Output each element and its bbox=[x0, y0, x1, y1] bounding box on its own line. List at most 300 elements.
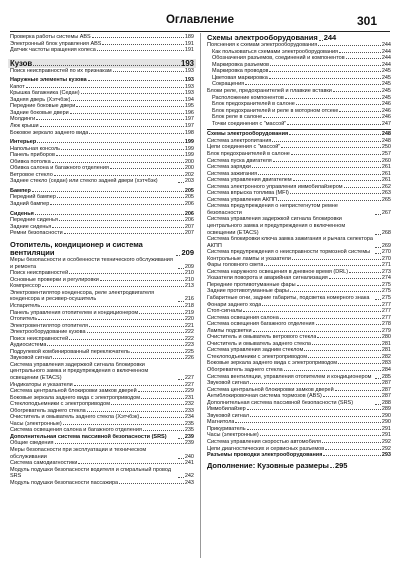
dot-leader bbox=[335, 390, 381, 391]
toc-entry-page: 210 bbox=[184, 276, 194, 283]
toc-entry-title: Отопитель, кондиционер и система вентиляции bbox=[10, 240, 143, 257]
toc-entry[interactable] bbox=[10, 241, 194, 257]
toc-entry[interactable] bbox=[10, 467, 194, 480]
toc-entry-title: Схемы электрооборудования bbox=[207, 131, 289, 138]
toc-entry-page: 240 bbox=[184, 453, 194, 460]
page-number: 301 bbox=[356, 14, 377, 28]
dot-leader bbox=[54, 175, 184, 176]
toc-entry-page: 202 bbox=[184, 171, 194, 178]
toc-entry-title: Компрессор bbox=[10, 283, 41, 290]
toc-entry-title: Аудиосистема bbox=[10, 342, 47, 349]
dot-leader bbox=[339, 52, 381, 53]
toc-entry-title: Схемы электрооборудования bbox=[207, 34, 318, 42]
dot-leader bbox=[247, 409, 381, 410]
dot-leader bbox=[32, 191, 184, 192]
toc-entry-title: Стеклоподъемники с электроприводом bbox=[207, 353, 307, 360]
toc-entry-title: Подрулевой комбинированный переключатель bbox=[10, 348, 130, 355]
toc-entry-title: Система пуска двигателя bbox=[207, 157, 272, 164]
toc-entry-title: Основные проверки и регулировки bbox=[10, 276, 99, 283]
toc-entry-title: Напольная консоль bbox=[10, 145, 61, 152]
dot-leader bbox=[97, 50, 184, 51]
toc-entry-page: 222 bbox=[184, 329, 194, 336]
toc-entry-title: Блоки реле, предохранителей и плавкие вставки bbox=[207, 88, 332, 95]
dot-leader bbox=[56, 155, 184, 156]
dot-leader bbox=[323, 396, 381, 397]
toc-entry-page: 290 bbox=[381, 412, 391, 419]
toc-entry-page: 269 bbox=[381, 242, 391, 249]
toc-entry-title: Индикаторы и указатели bbox=[10, 381, 73, 388]
dot-leader bbox=[178, 301, 184, 302]
toc-entry-page: 216 bbox=[184, 296, 194, 303]
toc-entry-page: 199 bbox=[184, 152, 194, 159]
toc-entry-title: Система самодиагностики bbox=[10, 460, 78, 467]
toc-entry-page: 281 bbox=[381, 347, 391, 354]
toc-entry-page: 288 bbox=[381, 399, 391, 406]
toc-entry-page: 270 bbox=[381, 249, 391, 256]
dot-leader bbox=[375, 404, 381, 405]
dot-leader bbox=[304, 350, 381, 351]
toc-entry-page: 193 bbox=[184, 90, 194, 97]
toc-entry-page: 218 bbox=[184, 303, 194, 309]
toc-entry-title: Система управления скоростью автомобиля bbox=[207, 439, 322, 446]
dot-leader bbox=[36, 119, 184, 120]
toc-entry-title: Очиститель и омыватель заднего стекла bbox=[207, 340, 311, 347]
toc-entry-title: Обогреватель заднего стекла bbox=[207, 367, 283, 373]
toc-entry-page: 207 bbox=[184, 223, 194, 230]
toc-entry-title: Поиск неисправностей bbox=[10, 335, 69, 342]
dot-leader bbox=[100, 280, 184, 281]
section-rule bbox=[207, 129, 391, 130]
toc-entry[interactable] bbox=[10, 362, 194, 382]
dot-leader bbox=[59, 220, 184, 221]
toc-entry-title: Система электропитания bbox=[207, 137, 272, 144]
toc-entry-page: 261 bbox=[381, 177, 391, 184]
toc-entry[interactable] bbox=[8, 59, 196, 68]
toc-entry-page: 270 bbox=[381, 255, 391, 262]
toc-entry-title: Поиск неисправностей bbox=[10, 270, 69, 277]
dot-leader bbox=[41, 306, 184, 307]
toc-entry-title: Фонари заднего хода bbox=[207, 301, 262, 308]
toc-entry-page: 244 bbox=[381, 48, 391, 55]
toc-entry-title: Общие сведения bbox=[10, 440, 54, 447]
dot-leader bbox=[81, 93, 184, 94]
dot-leader bbox=[63, 424, 184, 425]
toc-entry-title: Цепи диагностических и сервисных разъемов bbox=[207, 445, 325, 452]
toc-entry-title: Сиденья bbox=[10, 210, 34, 217]
toc-entry-page: 213 bbox=[184, 283, 194, 290]
dot-leader bbox=[330, 467, 334, 468]
toc-entry-page: 191 bbox=[184, 40, 194, 47]
dot-leader bbox=[178, 458, 184, 459]
dot-leader bbox=[178, 477, 184, 478]
toc-entry-title: Датчик частоты вращения колеса bbox=[10, 47, 96, 54]
dot-leader bbox=[292, 259, 381, 260]
toc-entry-title: Обогреватель заднего стекла bbox=[10, 407, 86, 414]
dot-leader bbox=[89, 133, 183, 134]
toc-entry-title: Указатели поворота и аварийная сигнализация bbox=[207, 275, 328, 282]
toc-entry-page: 193 bbox=[184, 83, 194, 90]
dot-leader bbox=[312, 344, 381, 345]
toc-entry-page: 205 bbox=[184, 187, 194, 194]
toc-entry-page: 265 bbox=[381, 196, 391, 203]
toc-entry-title: Магнитола bbox=[207, 419, 235, 426]
toc-entry-title: Меры безопасности при эксплуатации и техническом обслуживании bbox=[10, 447, 147, 460]
dot-leader bbox=[119, 483, 184, 484]
toc-entry-title: Система управления АКПП bbox=[207, 196, 277, 203]
toc-entry-title: Модуль подушки безопасности водителя и спиральный провод SRS bbox=[10, 466, 172, 480]
toc-entry-page: 226 bbox=[184, 355, 194, 362]
toc-entry-page: 219 bbox=[184, 309, 194, 316]
dot-leader bbox=[285, 98, 381, 99]
toc-entry-page: 195 bbox=[184, 103, 194, 110]
dot-leader bbox=[35, 214, 184, 215]
dot-leader bbox=[89, 326, 184, 327]
dot-leader bbox=[64, 233, 184, 234]
toc-entry-page: 245 bbox=[381, 74, 391, 81]
toc-entry-title: Электровентилятор конденсора, реле электродвигателя конденсора и ресивер-осушитель bbox=[10, 289, 155, 303]
dot-leader bbox=[245, 84, 381, 85]
toc-entry-page: 193 bbox=[184, 77, 194, 84]
toc-entry-title: Пояснения к схемам электрооборудования bbox=[207, 42, 318, 49]
toc-entry-title: Блок предохранителей в салоне bbox=[207, 150, 290, 157]
dot-leader bbox=[71, 100, 183, 101]
toc-entry[interactable] bbox=[207, 203, 391, 216]
dot-leader bbox=[290, 193, 381, 194]
dot-leader bbox=[250, 383, 381, 384]
toc-entry-title: Очиститель и омыватель заднего стекла (Хэтчбэк) bbox=[10, 414, 140, 421]
toc-entry-page: 287 bbox=[381, 393, 391, 400]
toc-entry-page: 292 bbox=[381, 445, 391, 452]
dot-leader bbox=[178, 268, 184, 269]
toc-entry-page: 210 bbox=[184, 270, 194, 277]
toc-entry-page: 209 bbox=[184, 263, 194, 270]
dot-leader bbox=[346, 58, 381, 59]
toc-entry-page: 194 bbox=[184, 96, 194, 103]
toc-entry-page: 239 bbox=[184, 440, 194, 447]
toc-entry-title: Крышка багажника (Седан) bbox=[10, 90, 80, 97]
toc-entry-page: 284 bbox=[381, 367, 391, 373]
toc-entry[interactable] bbox=[10, 480, 194, 487]
dot-leader bbox=[178, 379, 184, 380]
dot-leader bbox=[53, 358, 184, 359]
dot-leader bbox=[38, 319, 184, 320]
dot-leader bbox=[252, 167, 381, 168]
toc-entry-page: 277 bbox=[381, 314, 391, 321]
toc-entry-title: Расположение компонентов bbox=[212, 94, 284, 101]
dot-leader bbox=[272, 141, 380, 142]
toc-entry-page: 283 bbox=[381, 360, 391, 367]
toc-entry-page: 245 bbox=[381, 81, 391, 88]
toc-entry-page: 277 bbox=[381, 308, 391, 315]
dot-leader bbox=[26, 87, 184, 88]
dot-leader bbox=[50, 204, 184, 205]
toc-entry-title: Часы (электронные) bbox=[10, 420, 62, 427]
dot-leader bbox=[178, 438, 184, 439]
toc-entry-page: 290 bbox=[381, 419, 391, 426]
dot-leader bbox=[296, 104, 381, 105]
toc-entry-title: Передние сиденья bbox=[10, 217, 58, 224]
toc-entry-title: Разъемы проводки электрооборудования bbox=[207, 452, 323, 459]
toc-entry-title: Прикуриватель bbox=[207, 425, 246, 432]
dot-leader bbox=[284, 370, 381, 371]
dot-leader bbox=[258, 174, 381, 175]
toc-entry-title: Панель приборов bbox=[10, 152, 55, 159]
toc-entry[interactable] bbox=[207, 121, 391, 128]
toc-entry-page: 263 bbox=[381, 190, 391, 197]
toc-entry-title: Система управления задержкой сигнала блокировки центрального замка и предупреждения о включенном освещении (ETACS) bbox=[10, 361, 149, 382]
toc-entry-page: 246 bbox=[381, 101, 391, 108]
toc-entry-page: 295 bbox=[334, 461, 348, 470]
dot-leader bbox=[76, 106, 183, 107]
toc-entry-title: Передние противотуманные фары bbox=[207, 281, 296, 288]
toc-entry-page: 281 bbox=[381, 340, 391, 347]
dot-leader bbox=[52, 227, 184, 228]
toc-entry-title: Стеклоподъемники с электроприводом bbox=[10, 401, 110, 408]
toc-entry-page: 227 bbox=[184, 375, 194, 382]
toc-entry-page: 246 bbox=[381, 107, 391, 114]
dot-leader bbox=[57, 197, 184, 198]
toc-entry-page: 248 bbox=[381, 137, 391, 144]
dot-leader bbox=[269, 78, 381, 79]
toc-entry-page: 221 bbox=[184, 322, 194, 329]
toc-entry-page: 245 bbox=[381, 88, 391, 95]
dot-leader bbox=[290, 291, 381, 292]
toc-entry-title: Стоп-сигналы bbox=[207, 308, 243, 315]
toc-entry-title: Обивка салона и багажного отделения bbox=[10, 165, 109, 172]
toc-entry-title: Маркировка проводов bbox=[212, 68, 269, 75]
toc-entry-title: Меры безопасности и особенности технического обслуживания и ремонта bbox=[10, 257, 173, 270]
dot-leader bbox=[88, 80, 184, 81]
dot-leader bbox=[61, 149, 184, 150]
toc-entry-page: 248 bbox=[381, 131, 391, 138]
toc-entry-title: Цепи соединения с "массой" bbox=[207, 144, 281, 151]
toc-entry-page: 282 bbox=[381, 353, 391, 360]
dot-leader bbox=[113, 71, 184, 72]
dot-leader bbox=[344, 187, 381, 188]
dot-leader bbox=[291, 154, 381, 155]
toc-entry-page: 220 bbox=[184, 316, 194, 323]
dot-leader bbox=[74, 385, 184, 386]
toc-entry-page: 229 bbox=[184, 388, 194, 395]
toc-entry[interactable] bbox=[10, 178, 194, 185]
toc-entry-title: Задние боковые двери bbox=[10, 109, 69, 116]
toc-entry-page: 250 bbox=[381, 144, 391, 151]
dot-leader bbox=[47, 345, 183, 346]
toc-entry-page: 241 bbox=[184, 460, 194, 467]
toc-entry-title: Фары головного света bbox=[207, 262, 264, 269]
dot-leader bbox=[176, 255, 180, 256]
toc-entry-page: 197 bbox=[184, 116, 194, 123]
dot-leader bbox=[247, 429, 381, 430]
dot-leader bbox=[273, 161, 381, 162]
toc-entry-page: 293 bbox=[381, 452, 391, 459]
toc-entry-title: Система центральной блокировки замков дверей bbox=[207, 386, 334, 393]
toc-entry-page: 233 bbox=[184, 407, 194, 414]
toc-entry-page: 285 bbox=[381, 373, 391, 380]
toc-entry-title: Молдинги bbox=[10, 116, 36, 123]
toc-entry-title: Обозначения разъемов, соединений и компонентов bbox=[212, 55, 345, 62]
dot-leader bbox=[317, 337, 380, 338]
toc-entry-title: Обивка потолка bbox=[10, 158, 51, 165]
toc-entry-title: Блок предохранителей в салоне bbox=[212, 101, 295, 108]
dot-leader bbox=[140, 417, 184, 418]
toc-entry-title: Система блокировки ключа замка зажигания и рычага селектора АКПП bbox=[207, 236, 373, 249]
toc-entry-page: 267 bbox=[381, 209, 391, 216]
toc-entry-page: 198 bbox=[184, 129, 194, 136]
toc-entry-title: Испаритель bbox=[10, 303, 41, 309]
toc-entry[interactable] bbox=[207, 462, 391, 470]
toc-entry-title: Система освещения салона bbox=[207, 314, 279, 321]
toc-entry-title: Лампы подсветки bbox=[207, 327, 252, 334]
toc-entry-page: 235 bbox=[184, 427, 194, 434]
toc-entry-title: Сокращения bbox=[212, 81, 245, 88]
toc-entry-page: 245 bbox=[381, 68, 391, 75]
dot-leader bbox=[143, 430, 184, 431]
toc-entry-title: Система зажигания bbox=[207, 170, 258, 177]
toc-entry-page: 200 bbox=[184, 165, 194, 172]
dot-leader bbox=[297, 285, 381, 286]
toc-entry-title: Звуковой сигнал bbox=[207, 380, 250, 387]
toc-column-right bbox=[207, 34, 391, 470]
toc-entry-page: 279 bbox=[381, 327, 391, 334]
dot-leader bbox=[55, 443, 184, 444]
dot-leader bbox=[110, 168, 184, 169]
dot-leader bbox=[37, 142, 184, 143]
toc-entry-page: 287 bbox=[381, 386, 391, 393]
toc-entry-title: Передние боковые двери bbox=[10, 103, 76, 110]
toc-entry-page: 207 bbox=[184, 230, 194, 237]
toc-entry-page: 232 bbox=[184, 401, 194, 408]
toc-entry-title: Дополнительная система пассивной безопасности (SRS) bbox=[207, 399, 354, 406]
toc-entry-page: 234 bbox=[184, 414, 194, 421]
toc-entry[interactable] bbox=[207, 34, 391, 42]
dot-leader bbox=[375, 378, 381, 379]
toc-entry-page: 206 bbox=[184, 210, 194, 217]
dot-leader bbox=[270, 65, 381, 66]
toc-entry-title: Система предупреждения о непристегнутом ремне безопасности bbox=[207, 203, 338, 216]
dot-leader bbox=[250, 416, 381, 417]
toc-entry[interactable] bbox=[10, 447, 194, 460]
dot-leader bbox=[40, 126, 184, 127]
toc-entry-page: 244 bbox=[381, 61, 391, 68]
toc-entry-title: Интерьер bbox=[10, 139, 37, 146]
toc-entry-title: Кузов bbox=[10, 58, 33, 68]
toc-entry-title: Система центральной блокировки замков дверей bbox=[10, 388, 137, 395]
dot-leader bbox=[333, 91, 381, 92]
toc-entry-page: 205 bbox=[184, 194, 194, 201]
toc-entry-title: Бампер bbox=[10, 187, 31, 194]
toc-entry-title: Контрольные лампы и указатели bbox=[207, 255, 291, 262]
dot-leader bbox=[138, 391, 184, 392]
toc-entry[interactable] bbox=[10, 257, 194, 270]
dot-leader bbox=[339, 111, 380, 112]
toc-entry-title: Модуль подушки безопасности пассажира bbox=[10, 479, 119, 486]
dot-leader bbox=[235, 422, 380, 423]
toc-entry[interactable] bbox=[10, 290, 194, 303]
toc-entry-title: Блок реле в салоне bbox=[212, 114, 263, 121]
toc-entry-title: Система управления задержкой сигнала блокировки центрального замка и предупреждения о включенном освещении (ETACS) bbox=[207, 216, 346, 236]
toc-entry-title: Электровентилятор отопителя bbox=[10, 322, 89, 329]
dot-leader bbox=[264, 265, 380, 266]
toc-entry-page: 235 bbox=[184, 420, 194, 427]
toc-entry-page: 280 bbox=[381, 334, 391, 341]
toc-entry-page: 227 bbox=[184, 381, 194, 388]
dot-leader bbox=[319, 40, 323, 41]
toc-entry-page: 261 bbox=[381, 164, 391, 171]
toc-entry-title: Задняя дверь (Хэтчбэк) bbox=[10, 96, 71, 103]
toc-entry-page: 287 bbox=[381, 380, 391, 387]
toc-entry-title: Часы (электронные) bbox=[207, 432, 259, 439]
toc-entry-title: Очиститель и омыватель ветрового стекла bbox=[207, 334, 317, 341]
spacer bbox=[10, 54, 194, 57]
toc-entry-title: Система вентиляции, управления отопителем и кондиционером bbox=[207, 373, 372, 380]
toc-entry-title: Люк крыши bbox=[10, 123, 39, 130]
toc-entry-page: 239 bbox=[184, 433, 194, 440]
dot-leader bbox=[69, 273, 184, 274]
toc-entry-page: 262 bbox=[381, 183, 391, 190]
toc-entry-title: Антиблокировочная система тормозов (ABS) bbox=[207, 393, 322, 400]
toc-entry-title: Ремни безопасности bbox=[10, 230, 63, 237]
toc-entry-page: 257 bbox=[381, 150, 391, 157]
toc-entry[interactable] bbox=[207, 216, 391, 236]
toc-entry-title: Панель управления отопителем и кондиционером bbox=[10, 309, 139, 316]
toc-entry-page: 223 bbox=[184, 342, 194, 349]
toc-entry[interactable] bbox=[207, 236, 391, 249]
dot-leader bbox=[42, 286, 184, 287]
dot-leader bbox=[318, 45, 381, 46]
dot-leader bbox=[375, 253, 381, 254]
dot-leader bbox=[322, 442, 381, 443]
toc-entry-page: 197 bbox=[184, 123, 194, 130]
toc-entry-title: Как пользоваться схемами электрооборудования bbox=[212, 48, 339, 55]
toc-entry-page: 199 bbox=[184, 145, 194, 152]
toc-entry-title: Поиск неисправностей по их признакам bbox=[10, 67, 112, 74]
toc-entry-page: 245 bbox=[381, 94, 391, 101]
toc-entry-title: Наружные элементы кузова bbox=[10, 77, 87, 84]
dot-leader bbox=[260, 435, 381, 436]
toc-entry-title: Капот bbox=[10, 83, 25, 90]
toc-entry-page: 225 bbox=[184, 348, 194, 355]
toc-entry-title: Система зарядки bbox=[207, 164, 251, 171]
toc-entry-title: Боковые зеркала заднего вида с электроприводом bbox=[207, 360, 338, 367]
dot-leader bbox=[278, 200, 381, 201]
toc-entry-page: 275 bbox=[381, 294, 391, 301]
toc-entry-title: Точки соединения с "массой" bbox=[212, 120, 287, 127]
dot-leader bbox=[375, 214, 381, 215]
dot-leader bbox=[102, 44, 183, 45]
dot-leader bbox=[141, 398, 184, 399]
toc-entry-title: Система электронного управления иммобилайзером bbox=[207, 183, 343, 190]
toc-entry-page: 243 bbox=[184, 479, 194, 486]
header-divider bbox=[10, 31, 390, 32]
toc-entry-page: 231 bbox=[184, 394, 194, 401]
dot-leader bbox=[280, 318, 381, 319]
dot-leader bbox=[262, 305, 381, 306]
column-divider bbox=[200, 33, 201, 558]
toc-entry-title: Система управления двигателем bbox=[207, 177, 292, 184]
dot-leader bbox=[349, 272, 381, 273]
dot-leader bbox=[87, 411, 184, 412]
toc-entry-page: 247 bbox=[381, 120, 391, 127]
dot-leader bbox=[329, 278, 381, 279]
toc-entry-title: Дополнительная система пассивной безопасности (SRS) bbox=[10, 433, 167, 440]
dot-leader bbox=[52, 162, 184, 163]
dot-leader bbox=[269, 71, 380, 72]
toc-entry-title: Звуковой сигнал bbox=[10, 355, 53, 362]
toc-entry-page: 277 bbox=[381, 301, 391, 308]
dot-leader bbox=[33, 65, 180, 66]
toc-entry-title: Звуковой сигнал bbox=[207, 412, 250, 419]
